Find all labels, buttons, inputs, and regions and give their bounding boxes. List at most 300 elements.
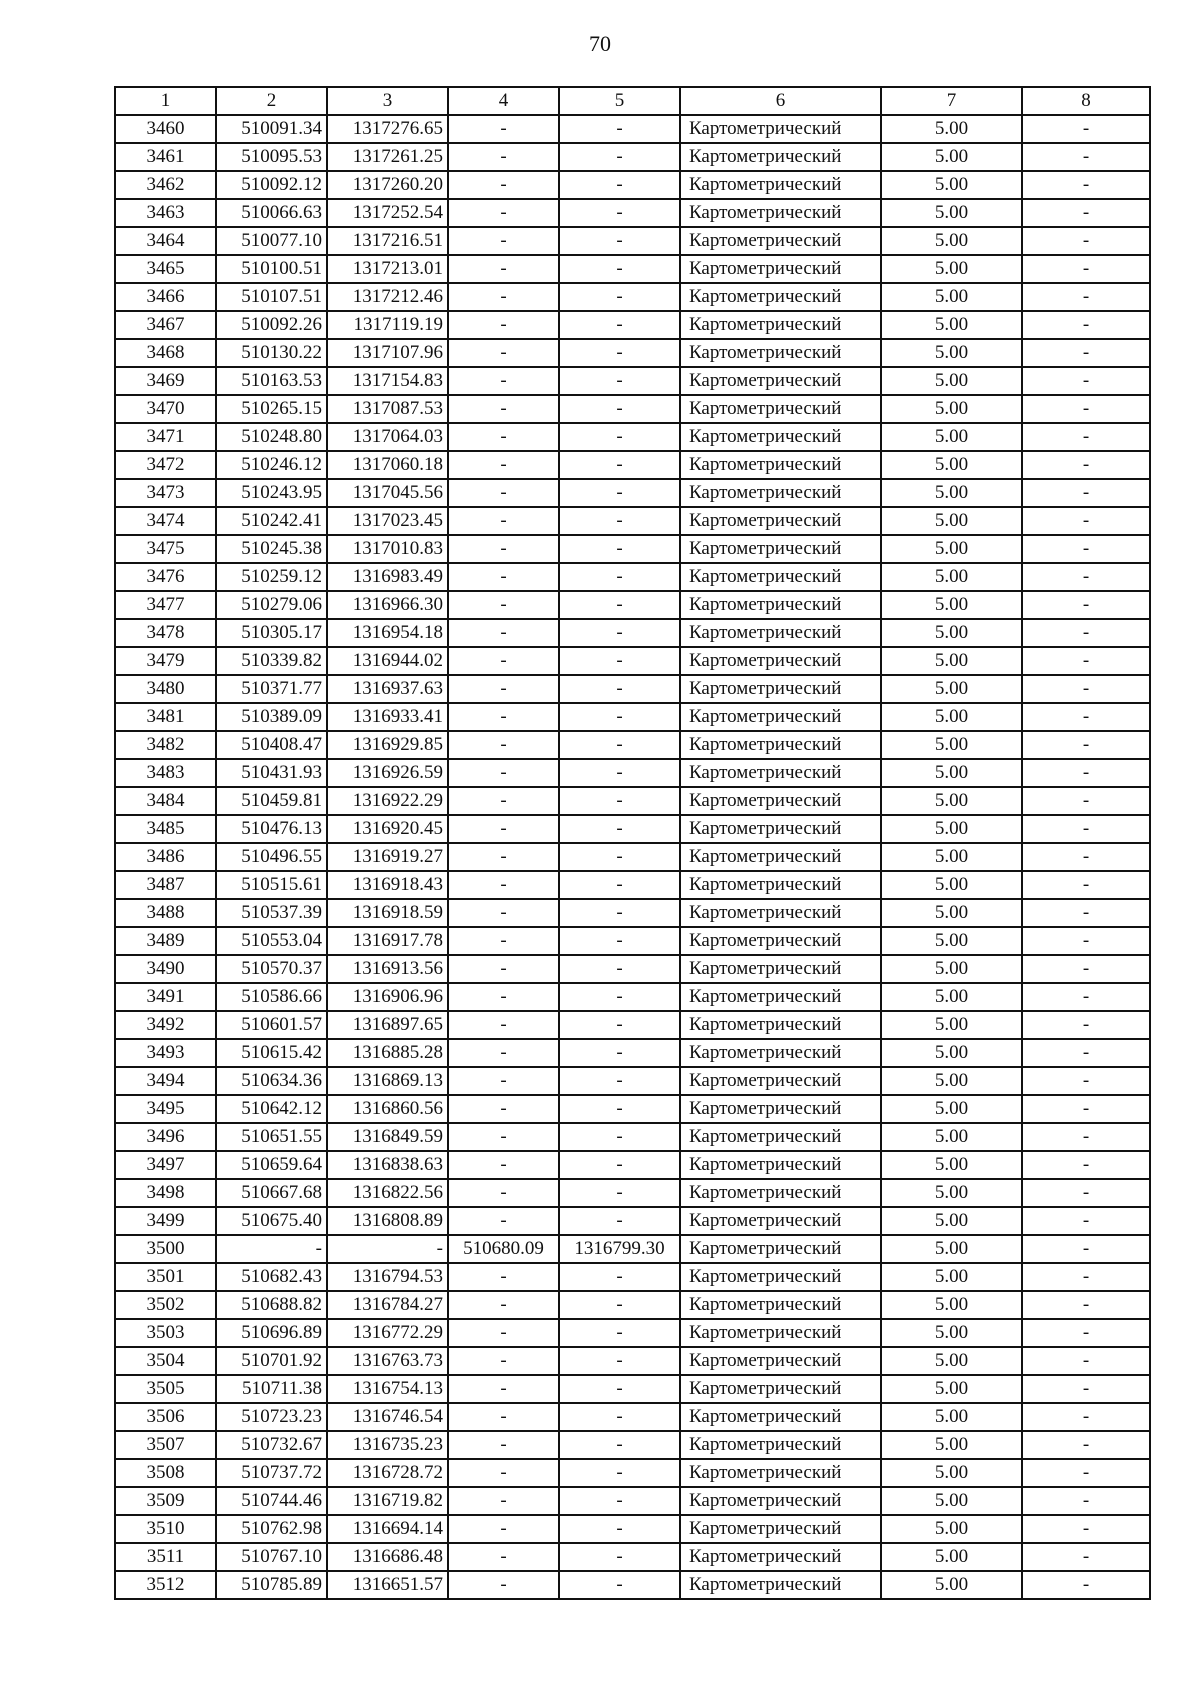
y-new-cell: - [559,507,680,535]
x-new-cell: - [448,507,559,535]
description-cell: - [1022,703,1150,731]
y-new-cell: - [559,1543,680,1571]
accuracy-cell: 5.00 [881,1011,1022,1039]
table-row [115,899,1150,927]
x-coordinate-cell: 510246.12 [216,451,327,479]
method-cell: Картометрический [680,899,881,927]
accuracy-cell: 5.00 [881,927,1022,955]
y-new-cell: - [559,451,680,479]
x-new-cell: - [448,1067,559,1095]
accuracy-cell: 5.00 [881,535,1022,563]
method-cell: Картометрический [680,1291,881,1319]
x-coordinate-cell: 510688.82 [216,1291,327,1319]
x-new-cell: - [448,1431,559,1459]
accuracy-cell: 5.00 [881,1319,1022,1347]
description-cell: - [1022,563,1150,591]
table-header-row [115,87,1150,115]
y-new-cell: - [559,1375,680,1403]
method-cell: Картометрический [680,731,881,759]
accuracy-cell: 5.00 [881,1039,1022,1067]
x-new-cell: - [448,619,559,647]
table-row [115,1067,1150,1095]
x-coordinate-cell: 510163.53 [216,367,327,395]
accuracy-cell: 5.00 [881,115,1022,143]
y-new-cell: - [559,1347,680,1375]
description-cell: - [1022,1011,1150,1039]
y-coordinate-cell: 1317213.01 [327,255,448,283]
method-cell: Картометрический [680,255,881,283]
accuracy-cell: 5.00 [881,1235,1022,1263]
description-cell: - [1022,283,1150,311]
table-row [115,283,1150,311]
table-row [115,759,1150,787]
description-cell: - [1022,115,1150,143]
point-number-cell: 3476 [115,563,216,591]
x-coordinate-cell: 510389.09 [216,703,327,731]
y-coordinate-cell: 1316686.48 [327,1543,448,1571]
description-cell: - [1022,1319,1150,1347]
method-cell: Картометрический [680,283,881,311]
description-cell: - [1022,451,1150,479]
accuracy-cell: 5.00 [881,675,1022,703]
y-new-cell: - [559,1487,680,1515]
table-row [115,1011,1150,1039]
x-coordinate-cell: 510265.15 [216,395,327,423]
y-coordinate-cell: 1316784.27 [327,1291,448,1319]
method-cell: Картометрический [680,1487,881,1515]
x-new-cell: - [448,143,559,171]
description-cell: - [1022,1431,1150,1459]
method-cell: Картометрический [680,1347,881,1375]
point-number-cell: 3508 [115,1459,216,1487]
table-row [115,1403,1150,1431]
description-cell: - [1022,787,1150,815]
point-number-cell: 3468 [115,339,216,367]
x-coordinate-cell: 510476.13 [216,815,327,843]
x-coordinate-cell: 510667.68 [216,1179,327,1207]
x-new-cell: - [448,1375,559,1403]
point-number-cell: 3471 [115,423,216,451]
x-coordinate-cell: 510091.34 [216,115,327,143]
x-new-cell: - [448,339,559,367]
y-new-cell: - [559,1459,680,1487]
point-number-cell: 3464 [115,227,216,255]
description-cell: - [1022,1235,1150,1263]
x-new-cell: - [448,731,559,759]
description-cell: - [1022,1571,1150,1599]
x-coordinate-cell: - [216,1235,327,1263]
x-coordinate-cell: 510737.72 [216,1459,327,1487]
x-new-cell: - [448,703,559,731]
y-new-cell: - [559,647,680,675]
description-cell: - [1022,507,1150,535]
x-new-cell: - [448,1011,559,1039]
accuracy-cell: 5.00 [881,1179,1022,1207]
y-new-cell: - [559,1067,680,1095]
method-cell: Картометрический [680,703,881,731]
method-cell: Картометрический [680,507,881,535]
x-new-cell: - [448,787,559,815]
x-new-cell: - [448,1403,559,1431]
x-coordinate-cell: 510245.38 [216,535,327,563]
description-cell: - [1022,395,1150,423]
column-header: 3 [327,87,448,115]
accuracy-cell: 5.00 [881,759,1022,787]
table-row [115,1095,1150,1123]
point-number-cell: 3466 [115,283,216,311]
point-number-cell: 3461 [115,143,216,171]
table-row [115,367,1150,395]
point-number-cell: 3488 [115,899,216,927]
x-new-cell: - [448,1459,559,1487]
description-cell: - [1022,1179,1150,1207]
y-new-cell: - [559,479,680,507]
x-coordinate-cell: 510248.80 [216,423,327,451]
method-cell: Картометрический [680,143,881,171]
description-cell: - [1022,675,1150,703]
y-new-cell: - [559,423,680,451]
method-cell: Картометрический [680,647,881,675]
accuracy-cell: 5.00 [881,955,1022,983]
table-body [115,115,1150,1599]
accuracy-cell: 5.00 [881,1459,1022,1487]
y-new-cell: - [559,227,680,255]
accuracy-cell: 5.00 [881,703,1022,731]
table-row [115,199,1150,227]
y-coordinate-cell: 1317216.51 [327,227,448,255]
table-row [115,1515,1150,1543]
method-cell: Картометрический [680,871,881,899]
method-cell: Картометрический [680,983,881,1011]
method-cell: Картометрический [680,759,881,787]
table-row [115,451,1150,479]
y-coordinate-cell: 1316794.53 [327,1263,448,1291]
x-new-cell: - [448,171,559,199]
table-row [115,395,1150,423]
y-new-cell: - [559,619,680,647]
point-number-cell: 3470 [115,395,216,423]
y-coordinate-cell: 1316917.78 [327,927,448,955]
point-number-cell: 3479 [115,647,216,675]
x-coordinate-cell: 510586.66 [216,983,327,1011]
x-coordinate-cell: 510701.92 [216,1347,327,1375]
y-new-cell: - [559,759,680,787]
y-coordinate-cell: 1316772.29 [327,1319,448,1347]
point-number-cell: 3500 [115,1235,216,1263]
x-new-cell: - [448,1095,559,1123]
accuracy-cell: 5.00 [881,1123,1022,1151]
description-cell: - [1022,199,1150,227]
x-new-cell: - [448,1207,559,1235]
y-new-cell: - [559,703,680,731]
y-new-cell: - [559,787,680,815]
x-coordinate-cell: 510130.22 [216,339,327,367]
table-row [115,1151,1150,1179]
x-new-cell: - [448,563,559,591]
column-header: 5 [559,87,680,115]
y-coordinate-cell: 1316920.45 [327,815,448,843]
y-new-cell: - [559,115,680,143]
y-coordinate-cell: 1316849.59 [327,1123,448,1151]
description-cell: - [1022,423,1150,451]
x-new-cell: - [448,815,559,843]
y-coordinate-cell: 1316838.63 [327,1151,448,1179]
y-new-cell: - [559,1263,680,1291]
x-coordinate-cell: 510095.53 [216,143,327,171]
point-number-cell: 3510 [115,1515,216,1543]
table-row [115,1039,1150,1067]
accuracy-cell: 5.00 [881,451,1022,479]
point-number-cell: 3502 [115,1291,216,1319]
method-cell: Картометрический [680,815,881,843]
y-coordinate-cell: 1316869.13 [327,1067,448,1095]
x-coordinate-cell: 510092.26 [216,311,327,339]
method-cell: Картометрический [680,367,881,395]
point-number-cell: 3505 [115,1375,216,1403]
x-coordinate-cell: 510431.93 [216,759,327,787]
point-number-cell: 3494 [115,1067,216,1095]
method-cell: Картометрический [680,199,881,227]
column-header: 4 [448,87,559,115]
x-coordinate-cell: 510408.47 [216,731,327,759]
table-row [115,171,1150,199]
x-new-cell: - [448,899,559,927]
method-cell: Картометрический [680,1319,881,1347]
y-new-cell: - [559,1179,680,1207]
column-header: 8 [1022,87,1150,115]
method-cell: Картометрический [680,1151,881,1179]
accuracy-cell: 5.00 [881,227,1022,255]
x-coordinate-cell: 510107.51 [216,283,327,311]
description-cell: - [1022,1291,1150,1319]
x-coordinate-cell: 510642.12 [216,1095,327,1123]
table-row [115,927,1150,955]
description-cell: - [1022,255,1150,283]
table-row [115,1375,1150,1403]
point-number-cell: 3472 [115,451,216,479]
method-cell: Картометрический [680,591,881,619]
x-coordinate-cell: 510767.10 [216,1543,327,1571]
x-new-cell: - [448,535,559,563]
method-cell: Картометрический [680,115,881,143]
x-coordinate-cell: 510682.43 [216,1263,327,1291]
accuracy-cell: 5.00 [881,871,1022,899]
table-row [115,1571,1150,1599]
y-coordinate-cell: 1317045.56 [327,479,448,507]
accuracy-cell: 5.00 [881,1375,1022,1403]
x-new-cell: - [448,647,559,675]
table-row [115,1291,1150,1319]
accuracy-cell: 5.00 [881,1403,1022,1431]
description-cell: - [1022,871,1150,899]
column-header: 2 [216,87,327,115]
method-cell: Картометрический [680,1431,881,1459]
table-row [115,619,1150,647]
y-new-cell: - [559,731,680,759]
y-coordinate-cell: 1316966.30 [327,591,448,619]
y-coordinate-cell: 1316918.59 [327,899,448,927]
point-number-cell: 3478 [115,619,216,647]
y-new-cell: - [559,1095,680,1123]
accuracy-cell: 5.00 [881,199,1022,227]
accuracy-cell: 5.00 [881,843,1022,871]
method-cell: Картометрический [680,1067,881,1095]
description-cell: - [1022,1095,1150,1123]
page-number: 70 [589,31,611,56]
x-coordinate-cell: 510537.39 [216,899,327,927]
y-new-cell: - [559,1291,680,1319]
y-coordinate-cell: 1317212.46 [327,283,448,311]
x-new-cell: - [448,115,559,143]
table-row [115,1263,1150,1291]
accuracy-cell: 5.00 [881,1347,1022,1375]
x-coordinate-cell: 510305.17 [216,619,327,647]
y-coordinate-cell: 1316885.28 [327,1039,448,1067]
point-number-cell: 3501 [115,1263,216,1291]
method-cell: Картометрический [680,395,881,423]
description-cell: - [1022,479,1150,507]
table-row [115,115,1150,143]
column-header: 7 [881,87,1022,115]
y-coordinate-cell: - [327,1235,448,1263]
x-new-cell: - [448,255,559,283]
method-cell: Картометрический [680,1459,881,1487]
method-cell: Картометрический [680,423,881,451]
y-coordinate-cell: 1316906.96 [327,983,448,1011]
y-coordinate-cell: 1316918.43 [327,871,448,899]
y-new-cell: - [559,311,680,339]
table-row [115,1347,1150,1375]
y-new-cell: - [559,899,680,927]
x-new-cell: - [448,843,559,871]
description-cell: - [1022,311,1150,339]
point-number-cell: 3483 [115,759,216,787]
y-new-cell: - [559,143,680,171]
accuracy-cell: 5.00 [881,395,1022,423]
x-coordinate-cell: 510615.42 [216,1039,327,1067]
y-new-cell: - [559,1403,680,1431]
accuracy-cell: 5.00 [881,591,1022,619]
x-new-cell: - [448,1179,559,1207]
point-number-cell: 3511 [115,1543,216,1571]
description-cell: - [1022,227,1150,255]
method-cell: Картометрический [680,1095,881,1123]
y-new-cell: - [559,843,680,871]
method-cell: Картометрический [680,843,881,871]
x-coordinate-cell: 510762.98 [216,1515,327,1543]
point-number-cell: 3474 [115,507,216,535]
x-new-cell: - [448,199,559,227]
y-new-cell: - [559,1207,680,1235]
x-new-cell: - [448,1151,559,1179]
point-number-cell: 3498 [115,1179,216,1207]
description-cell: - [1022,535,1150,563]
method-cell: Картометрический [680,1235,881,1263]
point-number-cell: 3492 [115,1011,216,1039]
y-new-cell: - [559,591,680,619]
x-coordinate-cell: 510711.38 [216,1375,327,1403]
point-number-cell: 3477 [115,591,216,619]
description-cell: - [1022,1515,1150,1543]
method-cell: Картометрический [680,1039,881,1067]
table-row [115,731,1150,759]
accuracy-cell: 5.00 [881,619,1022,647]
x-coordinate-cell: 510553.04 [216,927,327,955]
table-row [115,1207,1150,1235]
y-new-cell: - [559,199,680,227]
y-coordinate-cell: 1317261.25 [327,143,448,171]
point-number-cell: 3484 [115,787,216,815]
y-coordinate-cell: 1316954.18 [327,619,448,647]
description-cell: - [1022,1263,1150,1291]
y-coordinate-cell: 1317154.83 [327,367,448,395]
y-coordinate-cell: 1316897.65 [327,1011,448,1039]
table-row [115,423,1150,451]
point-number-cell: 3512 [115,1571,216,1599]
y-coordinate-cell: 1316926.59 [327,759,448,787]
y-coordinate-cell: 1316808.89 [327,1207,448,1235]
column-header: 6 [680,87,881,115]
description-cell: - [1022,591,1150,619]
x-new-cell: - [448,227,559,255]
description-cell: - [1022,955,1150,983]
point-number-cell: 3469 [115,367,216,395]
y-coordinate-cell: 1317023.45 [327,507,448,535]
y-coordinate-cell: 1316651.57 [327,1571,448,1599]
description-cell: - [1022,1543,1150,1571]
table-row [115,787,1150,815]
x-coordinate-cell: 510371.77 [216,675,327,703]
point-number-cell: 3495 [115,1095,216,1123]
description-cell: - [1022,983,1150,1011]
table-row [115,1431,1150,1459]
point-number-cell: 3460 [115,115,216,143]
x-new-cell: - [448,311,559,339]
x-new-cell: 510680.09 [448,1235,559,1263]
table-row [115,675,1150,703]
x-coordinate-cell: 510092.12 [216,171,327,199]
table-row [115,871,1150,899]
method-cell: Картометрический [680,787,881,815]
method-cell: Картометрический [680,451,881,479]
table-row [115,479,1150,507]
accuracy-cell: 5.00 [881,1431,1022,1459]
x-new-cell: - [448,283,559,311]
x-coordinate-cell: 510339.82 [216,647,327,675]
method-cell: Картометрический [680,563,881,591]
description-cell: - [1022,927,1150,955]
description-cell: - [1022,143,1150,171]
y-coordinate-cell: 1317010.83 [327,535,448,563]
x-new-cell: - [448,675,559,703]
method-cell: Картометрический [680,955,881,983]
table-row [115,1235,1150,1263]
y-new-cell: - [559,367,680,395]
method-cell: Картометрический [680,1207,881,1235]
y-new-cell: - [559,283,680,311]
description-cell: - [1022,1459,1150,1487]
table-row [115,1487,1150,1515]
y-new-cell: - [559,871,680,899]
description-cell: - [1022,1067,1150,1095]
table-row [115,311,1150,339]
description-cell: - [1022,1039,1150,1067]
point-number-cell: 3507 [115,1431,216,1459]
x-new-cell: - [448,367,559,395]
table-row [115,143,1150,171]
y-coordinate-cell: 1316922.29 [327,787,448,815]
y-new-cell: - [559,1319,680,1347]
